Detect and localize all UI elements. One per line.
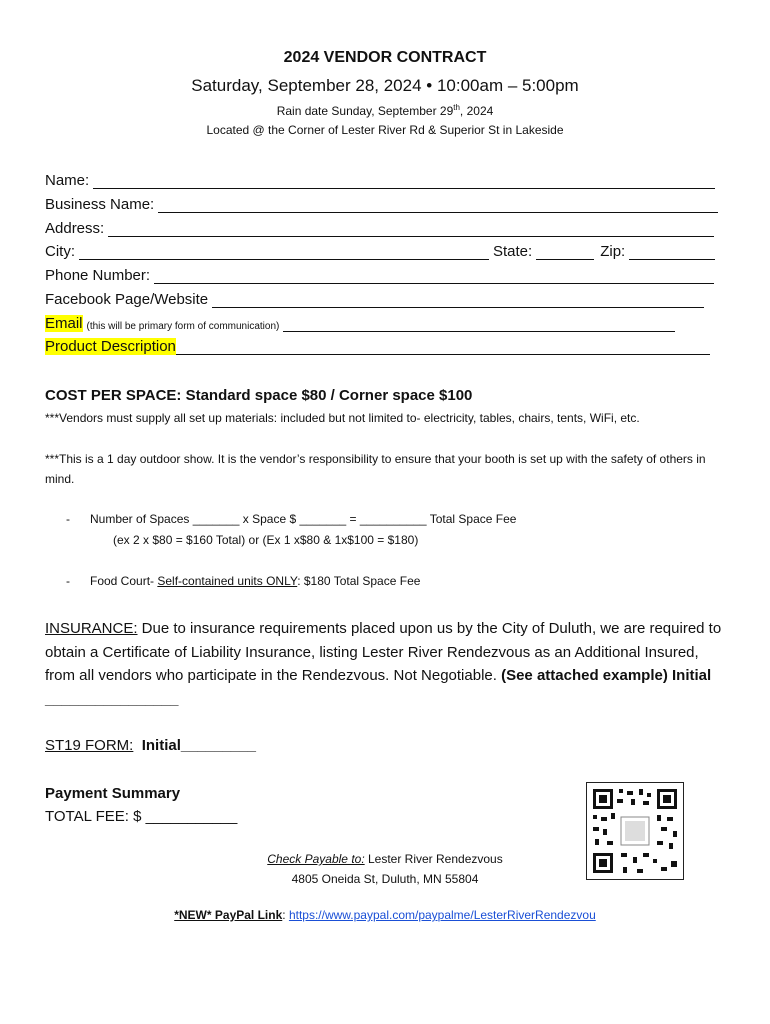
space-count-line: Number of Spaces _______ x Space $ _______ = __________ Total Space Fee [90, 512, 517, 526]
event-date: Saturday, September 28, 2024 • 10:00am – 5:00pm [191, 76, 579, 95]
st19-form-line: ST19 FORM: Initial_________ [45, 737, 256, 754]
total-fee-line: TOTAL FEE: $ ___________ [45, 808, 238, 825]
name-field[interactable]: Name: [45, 172, 715, 189]
event-location: Located @ the Corner of Lester River Rd & Superior St in Lakeside [206, 123, 564, 137]
business-name-field[interactable]: Business Name: [45, 196, 718, 213]
rain-date: Rain date Sunday, September 29th, 2024 [276, 103, 494, 118]
mailing-address: 4805 Oneida St, Duluth, MN 55804 [291, 872, 479, 886]
address-field[interactable]: Address: [45, 220, 714, 237]
food-court-line: Food Court- Self-contained units ONLY: $180 Total Space Fee [90, 574, 421, 588]
city-input-line[interactable] [79, 245, 489, 260]
qr-code-icon [586, 782, 684, 880]
phone-field[interactable]: Phone Number: [45, 267, 714, 284]
payment-summary-title: Payment Summary [45, 785, 181, 802]
email-field[interactable]: Email (this will be primary form of communication) [45, 315, 675, 332]
check-payable-line: Check Payable to: Lester River Rendezvous [267, 852, 503, 866]
vendor-materials-note: ***Vendors must supply all set up materials: included but not limited to- electricity, tables, chairs, tents, WiFi, etc. [45, 411, 640, 425]
business-name-input-line[interactable] [158, 198, 718, 213]
email-input-line[interactable] [283, 317, 675, 332]
address-input-line[interactable] [108, 222, 714, 237]
zip-input-line[interactable] [629, 245, 715, 260]
product-description-field[interactable]: Product Description [45, 338, 710, 355]
document-title: 2024 VENDOR CONTRACT [283, 49, 487, 66]
paypal-link[interactable]: https://www.paypal.com/paypalme/LesterRiverRendezvou [288, 908, 596, 922]
outdoor-show-note: ***This is a 1 day outdoor show. It is the vendor’s responsibility to ensure that your booth is set up with the safety of others in mind. [45, 452, 706, 486]
space-fee-example: (ex 2 x $80 = $160 Total) or (Ex 1 x$80 & 1x$100 = $180) [113, 533, 419, 547]
product-description-input-line[interactable] [176, 340, 710, 355]
state-input-line[interactable] [536, 245, 594, 260]
facebook-input-line[interactable] [212, 293, 704, 308]
insurance-paragraph: INSURANCE: Due to insurance requirements placed upon us by the City of Duluth, we are required to obtain a Certificate of Liability Insurance, listing Lester River Rendezvous as an Additional Insured, from all vendors who participate in the Rendezvous. Not Negotiable. (See attached example) Initial ________________ [45, 620, 722, 708]
city-state-zip-field[interactable]: City: State: Zip: [45, 243, 715, 260]
facebook-field[interactable]: Facebook Page/Website [45, 291, 704, 308]
name-input-line[interactable] [93, 174, 715, 189]
cost-heading: COST PER SPACE: Standard space $80 / Corner space $100 [45, 387, 473, 404]
phone-input-line[interactable] [154, 269, 714, 284]
bullet-dash: - [66, 512, 70, 526]
paypal-line: *NEW* PayPal Link: https://www.paypal.com/paypalme/LesterRiverRendezvou [174, 908, 596, 922]
bullet-dash: - [66, 574, 70, 588]
